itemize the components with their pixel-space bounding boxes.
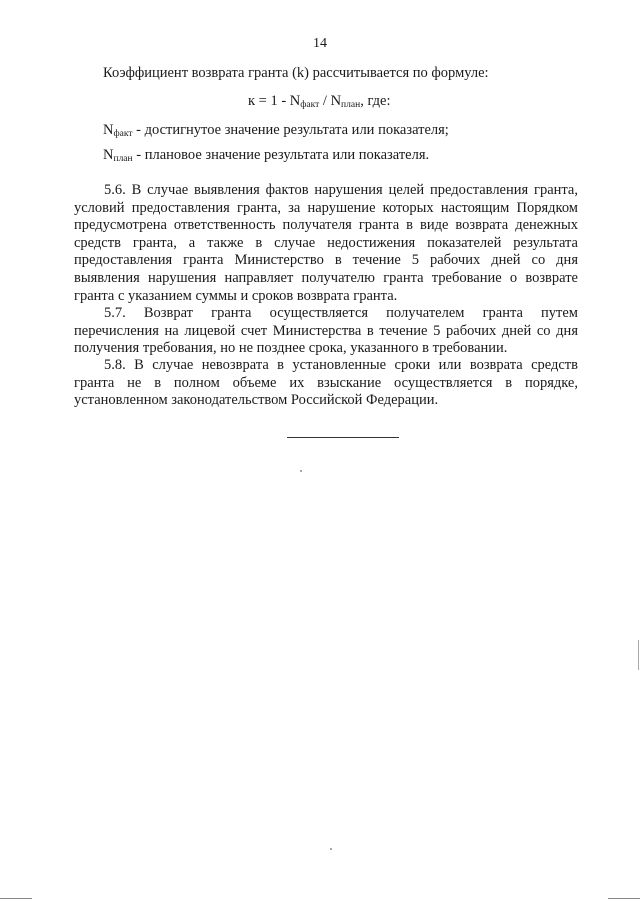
formula-lhs: к = 1 - N — [248, 93, 301, 109]
paragraph-5-7: 5.7. Возврат гранта осуществляется получателем гранта путем перечисления на лицевой счет Министерства в течение 5 рабочих дней со дня получения требования, но не позднее срока, указанного в требовании. — [74, 305, 578, 357]
formula-intro: Коэффициент возврата гранта (k) рассчитывается по формуле: — [103, 65, 489, 81]
paragraph-5-6: 5.6. В случае выявления фактов нарушения целей предоставления гранта, условий предоставления гранта, за нарушение которых настоящим Порядком предусмотрена ответственность получателя гранта в виде возврата денежных средств гранта, а также в случае недостижения показателей результата предоставления гранта Министерство в течение 5 рабочих дней со дня выявления нарушения направляет получателю гранта требование о возврате гранта с указанием суммы и сроков возврата гранта. — [74, 182, 578, 304]
formula-sub-plan: план — [341, 100, 361, 110]
definition-text: - достигнутое значение результата или показателя; — [132, 122, 449, 138]
scan-edge-mark — [638, 640, 639, 670]
definition-fact — [103, 122, 449, 139]
end-rule — [287, 437, 399, 438]
paragraph-5-8: 5.8. В случае невозврата в установленные сроки или возврата средств гранта не в полном объеме их взыскание осуществляется в порядке, установленном законодательством Российской Федерации. — [74, 357, 578, 409]
formula-tail: , где: — [360, 93, 391, 109]
formula-sub-fact: факт — [300, 100, 320, 110]
scan-edge-mark — [608, 898, 640, 899]
definition-symbol: N — [103, 147, 114, 163]
definition-symbol: N — [103, 122, 114, 138]
definition-subscript: план — [113, 154, 133, 164]
scan-speck — [330, 848, 332, 850]
formula-middle: / N — [319, 93, 342, 109]
formula — [248, 93, 391, 110]
scan-edge-mark — [0, 898, 32, 899]
definition-text: - плановое значение результата или показателя. — [132, 147, 430, 163]
page-number: 14 — [313, 36, 327, 51]
definition-subscript: факт — [113, 129, 133, 139]
definition-plan — [103, 147, 429, 164]
scan-speck — [300, 470, 302, 472]
